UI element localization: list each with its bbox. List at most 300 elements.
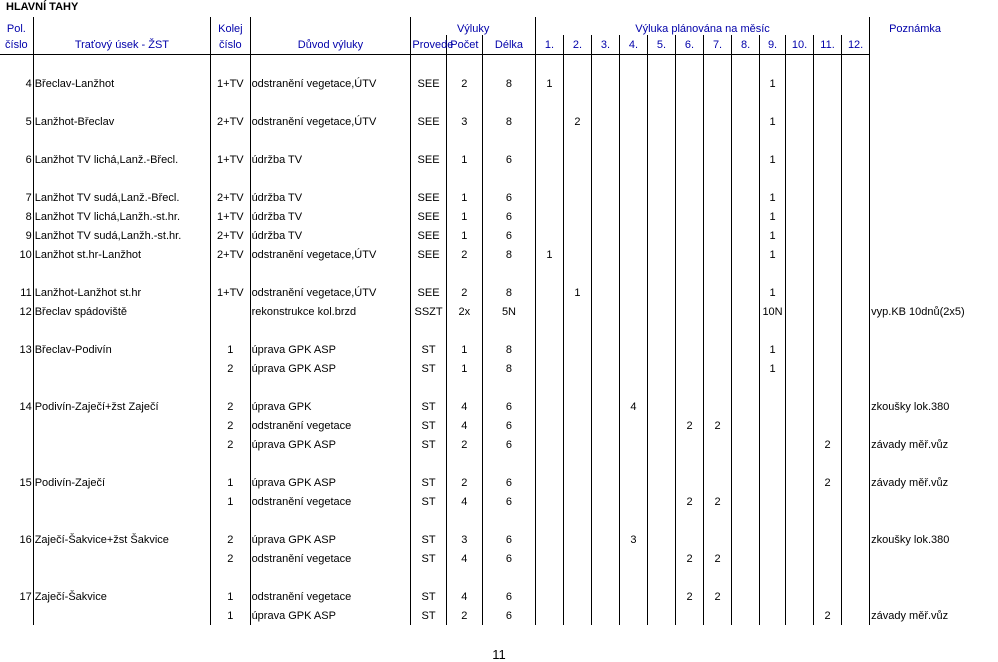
cell-month-4 bbox=[619, 188, 647, 207]
cell-usek bbox=[33, 359, 210, 378]
cell-month-2 bbox=[563, 302, 591, 321]
table-row bbox=[0, 207, 960, 226]
cell-delka: 8 bbox=[483, 283, 536, 302]
cell-month-3 bbox=[591, 397, 619, 416]
header-cislo: číslo bbox=[0, 35, 33, 55]
cell-month-4 bbox=[619, 245, 647, 264]
spacer-row bbox=[0, 131, 960, 150]
header-kolej: Kolej bbox=[211, 17, 250, 35]
cell-month-12 bbox=[842, 188, 870, 207]
cell-pol: 4 bbox=[25, 77, 32, 90]
cell-month-8 bbox=[732, 150, 760, 169]
table-row bbox=[0, 587, 960, 606]
cell-pol bbox=[0, 492, 33, 511]
cell-month-6 bbox=[676, 207, 704, 226]
cell-month-9: 10N bbox=[760, 302, 786, 321]
cell-month-5 bbox=[648, 207, 676, 226]
cell-delka: 6 bbox=[483, 150, 536, 169]
cell-month-9: 1 bbox=[760, 283, 786, 302]
cell-month-2 bbox=[563, 150, 591, 169]
cell-kolej: 1 bbox=[211, 473, 250, 492]
cell-poznamka: zkoušky lok.380 bbox=[870, 530, 960, 549]
cell-duvod: úprava GPK ASP bbox=[250, 606, 411, 625]
cell-kolej: 2+TV bbox=[211, 245, 250, 264]
cell-kolej: 2+TV bbox=[211, 188, 250, 207]
cell-duvod: odstranění vegetace,ÚTV bbox=[250, 112, 411, 131]
cell-duvod: odstranění vegetace,ÚTV bbox=[250, 245, 411, 264]
cell-month-11 bbox=[814, 359, 842, 378]
cell-month-3 bbox=[591, 74, 619, 93]
table-row bbox=[0, 74, 960, 93]
cell-month-11 bbox=[814, 245, 842, 264]
cell-month-2: 1 bbox=[563, 283, 591, 302]
cell-month-5 bbox=[648, 587, 676, 606]
cell-month-7 bbox=[704, 226, 732, 245]
header-month-2: 2. bbox=[563, 35, 591, 55]
cell-month-1 bbox=[535, 188, 563, 207]
cell-poznamka: závady měř.vůz bbox=[870, 473, 960, 492]
cell-month-4 bbox=[619, 302, 647, 321]
cell-month-4 bbox=[619, 150, 647, 169]
cell-usek: Břeclav-Podivín bbox=[33, 340, 210, 359]
cell-delka: 6 bbox=[483, 435, 536, 454]
cell-month-10 bbox=[786, 74, 814, 93]
cell-month-2 bbox=[563, 530, 591, 549]
cell-month-12 bbox=[842, 150, 870, 169]
cell-month-12 bbox=[842, 74, 870, 93]
cell-pocet: 3 bbox=[446, 530, 482, 549]
header-poznamka: Poznámka bbox=[870, 17, 960, 35]
cell-month-10 bbox=[786, 530, 814, 549]
cell-poznamka: zkoušky lok.380 bbox=[870, 397, 960, 416]
cell-month-9 bbox=[760, 492, 786, 511]
cell-month-8 bbox=[732, 74, 760, 93]
cell-month-6: 2 bbox=[676, 416, 704, 435]
cell-pocet: 2 bbox=[446, 435, 482, 454]
cell-pocet: 1 bbox=[446, 188, 482, 207]
cell-month-8 bbox=[732, 359, 760, 378]
cell-usek: Lanžhot TV sudá,Lanžh.-st.hr. bbox=[33, 226, 210, 245]
header-tratovy-usek: Traťový úsek - ŽST bbox=[33, 35, 210, 55]
table-row bbox=[0, 302, 960, 321]
cell-month-4 bbox=[619, 74, 647, 93]
spacer-row bbox=[0, 169, 960, 188]
cell-month-1 bbox=[535, 492, 563, 511]
cell-provede: SEE bbox=[411, 207, 446, 226]
cell-month-2 bbox=[563, 245, 591, 264]
cell-month-3 bbox=[591, 302, 619, 321]
cell-delka: 8 bbox=[483, 340, 536, 359]
cell-month-8 bbox=[732, 416, 760, 435]
cell-month-5 bbox=[648, 112, 676, 131]
cell-usek: Lanžhot st.hr-Lanžhot bbox=[33, 245, 210, 264]
cell-month-4 bbox=[619, 283, 647, 302]
cell-pol: 8 bbox=[25, 210, 32, 223]
spacer-row bbox=[0, 454, 960, 473]
cell-poznamka bbox=[870, 188, 960, 207]
cell-month-9: 1 bbox=[760, 340, 786, 359]
cell-month-2 bbox=[563, 492, 591, 511]
cell-kolej: 2+TV bbox=[211, 112, 250, 131]
cell-poznamka bbox=[870, 492, 960, 511]
cell-month-9: 1 bbox=[760, 245, 786, 264]
cell-pocet: 1 bbox=[446, 359, 482, 378]
cell-month-8 bbox=[732, 606, 760, 625]
cell-month-4 bbox=[619, 416, 647, 435]
cell-delka: 8 bbox=[483, 359, 536, 378]
cell-delka: 8 bbox=[483, 74, 536, 93]
cell-month-2 bbox=[563, 397, 591, 416]
cell-month-8 bbox=[732, 397, 760, 416]
cell-month-9: 1 bbox=[760, 74, 786, 93]
cell-pol: 10 bbox=[19, 248, 32, 261]
cell-pocet: 2 bbox=[446, 245, 482, 264]
cell-month-12 bbox=[842, 492, 870, 511]
cell-pol: 5 bbox=[25, 115, 32, 128]
header-month-6: 6. bbox=[676, 35, 704, 55]
cell-month-5 bbox=[648, 226, 676, 245]
cell-month-10 bbox=[786, 549, 814, 568]
cell-pocet: 4 bbox=[446, 587, 482, 606]
cell-month-7 bbox=[704, 606, 732, 625]
cell-provede: SEE bbox=[411, 74, 446, 93]
cell-month-6 bbox=[676, 74, 704, 93]
cell-pol: 14 bbox=[19, 400, 32, 413]
cell-duvod: odstranění vegetace,ÚTV bbox=[250, 74, 411, 93]
cell-kolej: 1 bbox=[211, 606, 250, 625]
header-pocet: Počet bbox=[446, 35, 482, 55]
cell-pocet: 1 bbox=[446, 207, 482, 226]
table-row bbox=[0, 435, 960, 454]
cell-duvod: rekonstrukce kol.brzd bbox=[250, 302, 411, 321]
cell-month-5 bbox=[648, 359, 676, 378]
cell-month-12 bbox=[842, 226, 870, 245]
cell-month-7 bbox=[704, 435, 732, 454]
cell-usek: Zaječí-Šakvice+žst Šakvice bbox=[33, 530, 210, 549]
cell-month-11 bbox=[814, 587, 842, 606]
cell-duvod: úprava GPK ASP bbox=[250, 473, 411, 492]
header-vyluky: Výluky bbox=[411, 17, 536, 35]
cell-month-8 bbox=[732, 112, 760, 131]
cell-month-10 bbox=[786, 226, 814, 245]
cell-month-7: 2 bbox=[704, 492, 732, 511]
cell-pocet: 4 bbox=[446, 397, 482, 416]
cell-pol: 15 bbox=[19, 476, 32, 489]
cell-month-3 bbox=[591, 359, 619, 378]
cell-month-1 bbox=[535, 226, 563, 245]
cell-month-5 bbox=[648, 150, 676, 169]
cell-month-11: 2 bbox=[814, 473, 842, 492]
cell-month-12 bbox=[842, 549, 870, 568]
cell-provede: ST bbox=[411, 606, 446, 625]
table-row bbox=[0, 359, 960, 378]
cell-usek: Lanžhot TV lichá,Lanž.-Břecl. bbox=[33, 150, 210, 169]
cell-delka: 6 bbox=[483, 226, 536, 245]
cell-month-7 bbox=[704, 302, 732, 321]
cell-month-5 bbox=[648, 74, 676, 93]
cell-month-4 bbox=[619, 473, 647, 492]
header-month-1: 1. bbox=[535, 35, 563, 55]
cell-month-6 bbox=[676, 188, 704, 207]
cell-provede: ST bbox=[411, 530, 446, 549]
cell-usek: Podivín-Zaječí bbox=[33, 473, 210, 492]
cell-month-11 bbox=[814, 340, 842, 359]
cell-kolej: 2 bbox=[211, 416, 250, 435]
cell-month-4: 4 bbox=[619, 397, 647, 416]
cell-usek: Břeclav spádoviště bbox=[33, 302, 210, 321]
cell-month-5 bbox=[648, 549, 676, 568]
cell-provede: ST bbox=[411, 492, 446, 511]
cell-pol bbox=[0, 549, 33, 568]
cell-month-3 bbox=[591, 188, 619, 207]
cell-month-8 bbox=[732, 340, 760, 359]
header-month-7: 7. bbox=[704, 35, 732, 55]
cell-month-12 bbox=[842, 359, 870, 378]
cell-month-12 bbox=[842, 207, 870, 226]
cell-delka: 5N bbox=[483, 302, 536, 321]
cell-month-5 bbox=[648, 188, 676, 207]
cell-month-7 bbox=[704, 150, 732, 169]
cell-month-2 bbox=[563, 188, 591, 207]
cell-month-8 bbox=[732, 302, 760, 321]
cell-month-12 bbox=[842, 245, 870, 264]
cell-pocet: 1 bbox=[446, 226, 482, 245]
cell-kolej: 2 bbox=[211, 549, 250, 568]
cell-month-9 bbox=[760, 416, 786, 435]
cell-month-6 bbox=[676, 112, 704, 131]
cell-kolej: 2 bbox=[211, 359, 250, 378]
cell-month-3 bbox=[591, 150, 619, 169]
cell-month-1 bbox=[535, 283, 563, 302]
cell-poznamka: vyp.KB 10dnů(2x5) bbox=[870, 302, 960, 321]
cell-month-12 bbox=[842, 587, 870, 606]
cell-month-9: 1 bbox=[760, 207, 786, 226]
cell-usek bbox=[33, 435, 210, 454]
cell-month-6 bbox=[676, 397, 704, 416]
cell-month-6 bbox=[676, 473, 704, 492]
cell-month-3 bbox=[591, 492, 619, 511]
cell-kolej bbox=[211, 302, 250, 321]
cell-month-2 bbox=[563, 207, 591, 226]
cell-month-4 bbox=[619, 587, 647, 606]
cell-month-1 bbox=[535, 397, 563, 416]
cell-month-5 bbox=[648, 302, 676, 321]
cell-pol: 9 bbox=[25, 229, 32, 242]
cell-month-5 bbox=[648, 416, 676, 435]
header-cislo-kolej: číslo bbox=[211, 35, 250, 55]
cell-provede: SEE bbox=[411, 188, 446, 207]
spacer-row bbox=[0, 568, 960, 587]
cell-month-3 bbox=[591, 530, 619, 549]
spacer-row bbox=[0, 93, 960, 112]
cell-month-1 bbox=[535, 530, 563, 549]
cell-month-7 bbox=[704, 283, 732, 302]
cell-poznamka bbox=[870, 74, 960, 93]
cell-pocet: 2x bbox=[446, 302, 482, 321]
cell-month-12 bbox=[842, 112, 870, 131]
cell-month-9 bbox=[760, 549, 786, 568]
cell-month-7 bbox=[704, 530, 732, 549]
cell-month-11 bbox=[814, 226, 842, 245]
cell-provede: SEE bbox=[411, 245, 446, 264]
cell-pocet: 3 bbox=[446, 112, 482, 131]
cell-pol: 11 bbox=[20, 286, 32, 299]
cell-month-4 bbox=[619, 226, 647, 245]
cell-month-10 bbox=[786, 416, 814, 435]
cell-month-9: 1 bbox=[760, 359, 786, 378]
cell-provede: ST bbox=[411, 549, 446, 568]
cell-poznamka bbox=[870, 359, 960, 378]
table-row bbox=[0, 226, 960, 245]
cell-provede: ST bbox=[411, 340, 446, 359]
cell-provede: ST bbox=[411, 416, 446, 435]
cell-duvod: údržba TV bbox=[250, 188, 411, 207]
cell-month-7: 2 bbox=[704, 549, 732, 568]
cell-delka: 6 bbox=[483, 473, 536, 492]
cell-month-9 bbox=[760, 435, 786, 454]
cell-month-5 bbox=[648, 340, 676, 359]
cell-month-2 bbox=[563, 226, 591, 245]
cell-month-9 bbox=[760, 473, 786, 492]
cell-month-6: 2 bbox=[676, 492, 704, 511]
cell-pocet: 1 bbox=[446, 340, 482, 359]
cell-month-1 bbox=[535, 302, 563, 321]
header-month-3: 3. bbox=[591, 35, 619, 55]
cell-month-12 bbox=[842, 606, 870, 625]
cell-month-3 bbox=[591, 226, 619, 245]
cell-month-8 bbox=[732, 245, 760, 264]
cell-month-2 bbox=[563, 549, 591, 568]
cell-month-1 bbox=[535, 112, 563, 131]
cell-month-8 bbox=[732, 188, 760, 207]
header-month-11: 11. bbox=[814, 35, 842, 55]
cell-month-2 bbox=[563, 473, 591, 492]
cell-poznamka bbox=[870, 112, 960, 131]
cell-month-10 bbox=[786, 606, 814, 625]
cell-poznamka bbox=[870, 283, 960, 302]
cell-provede: ST bbox=[411, 473, 446, 492]
spacer-row bbox=[0, 378, 960, 397]
cell-month-7 bbox=[704, 245, 732, 264]
cell-month-10 bbox=[786, 112, 814, 131]
header-month-9: 9. bbox=[760, 35, 786, 55]
cell-month-7 bbox=[704, 359, 732, 378]
table-body bbox=[0, 55, 965, 626]
cell-month-2 bbox=[563, 587, 591, 606]
cell-month-2 bbox=[563, 606, 591, 625]
cell-pocet: 4 bbox=[446, 416, 482, 435]
cell-usek bbox=[33, 549, 210, 568]
cell-month-3 bbox=[591, 473, 619, 492]
cell-month-1: 1 bbox=[535, 245, 563, 264]
cell-month-10 bbox=[786, 188, 814, 207]
cell-month-4 bbox=[619, 359, 647, 378]
cell-month-3 bbox=[591, 283, 619, 302]
table-row bbox=[0, 473, 960, 492]
cell-month-12 bbox=[842, 340, 870, 359]
cell-month-6: 2 bbox=[676, 549, 704, 568]
cell-pocet: 4 bbox=[446, 492, 482, 511]
cell-month-7 bbox=[704, 340, 732, 359]
header-provede: Provede bbox=[411, 35, 446, 55]
cell-delka: 6 bbox=[483, 530, 536, 549]
cell-month-12 bbox=[842, 435, 870, 454]
cell-pol: 13 bbox=[19, 343, 32, 356]
cell-month-1 bbox=[535, 150, 563, 169]
cell-pol: 16 bbox=[19, 533, 32, 546]
cell-provede: SEE bbox=[411, 112, 446, 131]
cell-month-10 bbox=[786, 473, 814, 492]
cell-month-7 bbox=[704, 207, 732, 226]
cell-month-11 bbox=[814, 492, 842, 511]
cell-month-8 bbox=[732, 435, 760, 454]
cell-pocet: 1 bbox=[446, 150, 482, 169]
cell-duvod: odstranění vegetace bbox=[250, 587, 411, 606]
cell-provede: ST bbox=[411, 359, 446, 378]
cell-kolej: 1 bbox=[211, 340, 250, 359]
cell-pol: 17 bbox=[19, 590, 32, 603]
cell-kolej: 1+TV bbox=[211, 74, 250, 93]
cell-kolej: 1 bbox=[211, 492, 250, 511]
cell-month-11 bbox=[814, 302, 842, 321]
header-vyluka-plan: Výluka plánována na měsíc bbox=[535, 17, 869, 35]
header-month-10: 10. bbox=[786, 35, 814, 55]
table-row bbox=[0, 530, 960, 549]
table-row bbox=[0, 283, 960, 302]
cell-month-11: 2 bbox=[814, 435, 842, 454]
cell-kolej: 1 bbox=[211, 587, 250, 606]
cell-month-7 bbox=[704, 473, 732, 492]
cell-month-4 bbox=[619, 549, 647, 568]
page-number: 11 bbox=[492, 647, 506, 662]
cell-month-10 bbox=[786, 302, 814, 321]
cell-month-12 bbox=[842, 530, 870, 549]
spacer-row bbox=[0, 511, 960, 530]
table-row bbox=[0, 245, 960, 264]
cell-delka: 8 bbox=[483, 245, 536, 264]
cell-duvod: odstranění vegetace bbox=[250, 416, 411, 435]
cell-usek: Lanžhot-Lanžhot st.hr bbox=[33, 283, 210, 302]
cell-kolej: 2+TV bbox=[211, 226, 250, 245]
cell-usek: Lanžhot-Břeclav bbox=[33, 112, 210, 131]
cell-usek: Zaječí-Šakvice bbox=[33, 587, 210, 606]
cell-duvod: úprava GPK bbox=[250, 397, 411, 416]
cell-poznamka bbox=[870, 340, 960, 359]
cell-provede: ST bbox=[411, 397, 446, 416]
spacer-row bbox=[0, 321, 960, 340]
cell-month-8 bbox=[732, 587, 760, 606]
cell-month-2 bbox=[563, 74, 591, 93]
cell-pol: 7 bbox=[25, 191, 32, 204]
spacer-row bbox=[0, 55, 960, 75]
cell-month-7 bbox=[704, 112, 732, 131]
cell-month-10 bbox=[786, 207, 814, 226]
table-row bbox=[0, 416, 960, 435]
cell-month-2: 2 bbox=[563, 112, 591, 131]
cell-duvod: úprava GPK ASP bbox=[250, 530, 411, 549]
cell-month-2 bbox=[563, 416, 591, 435]
cell-pol bbox=[0, 435, 33, 454]
cell-month-11 bbox=[814, 150, 842, 169]
cell-month-1 bbox=[535, 435, 563, 454]
cell-month-9: 1 bbox=[760, 188, 786, 207]
cell-month-10 bbox=[786, 435, 814, 454]
cell-poznamka bbox=[870, 226, 960, 245]
cell-duvod: úprava GPK ASP bbox=[250, 340, 411, 359]
cell-pol: 12 bbox=[19, 305, 32, 318]
table-row bbox=[0, 397, 960, 416]
cell-month-5 bbox=[648, 606, 676, 625]
